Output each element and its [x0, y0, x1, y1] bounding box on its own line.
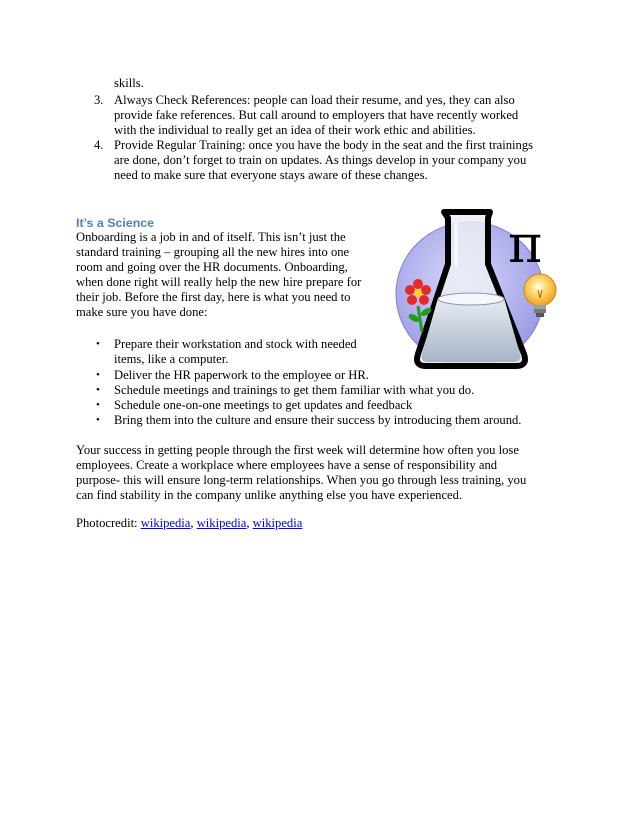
photocredit	[76, 516, 302, 531]
intro-line-5: their job. Before the first day, here is what you need to	[76, 290, 351, 304]
bullet-symbol: •	[96, 369, 100, 381]
list-number-4: 4.	[94, 138, 104, 152]
bullet-symbol: •	[96, 384, 100, 396]
photocredit-separator: ,	[190, 516, 197, 530]
list-item-4-line-2: are done, don’t forget to train on updates. As things develop in your company you	[114, 153, 527, 167]
closing-line-2: employees. Create a workplace where employees have a sense of responsibility and	[76, 458, 498, 472]
bullet-symbol: •	[96, 414, 100, 426]
photocredit-link-2[interactable]: wikipedia	[196, 516, 247, 530]
bullet-4: Schedule one-on-one meetings to get updates and feedback	[114, 398, 413, 412]
bullet-2: Deliver the HR paperwork to the employee or HR.	[114, 368, 369, 382]
science-flask-illustration	[392, 206, 560, 374]
bullet-1-line-1: Prepare their workstation and stock with needed	[114, 337, 357, 351]
photocredit-separator: ,	[246, 516, 253, 530]
photocredit-link-1[interactable]: wikipedia	[140, 516, 191, 530]
photocredit-label: Photocredit:	[76, 516, 141, 530]
intro-line-2: standard training – grouping all the new hires into one	[76, 245, 350, 259]
intro-line-6: make sure you have done:	[76, 305, 208, 319]
bullet-symbol: •	[96, 399, 100, 411]
list-item-4-line-3: need to make sure that everyone stays aware of these changes.	[114, 168, 428, 182]
intro-line-3: room and going over the HR documents. Onboarding,	[76, 260, 348, 274]
intro-line-4: when done right will really help the new hire prepare for	[76, 275, 362, 289]
bullet-3: Schedule meetings and trainings to get them familiar with what you do.	[114, 383, 475, 397]
list-item-3-line-1: Always Check References: people can load their resume, and yes, they can also	[114, 93, 515, 107]
list-number-3: 3.	[94, 93, 104, 107]
closing-line-4: can find stability in the company unlike anything else you have experienced.	[76, 488, 463, 502]
bullet-5: Bring them into the culture and ensure their success by introducing them around.	[114, 413, 522, 427]
bullet-1-line-2: items, like a computer.	[114, 352, 229, 366]
list-item-4-line-1: Provide Regular Training: once you have the body in the seat and the first trainings	[114, 138, 534, 152]
closing-line-1: Your success in getting people through the first week will determine how often you lose	[76, 443, 519, 457]
photocredit-link-3[interactable]: wikipedia	[252, 516, 303, 530]
list-item-3-line-3: with the individual to really get an idea of their work ethic and abilities.	[114, 123, 476, 137]
bullet-symbol: •	[96, 338, 100, 350]
intro-line-1: Onboarding is a job in and of itself. This isn’t just the	[76, 230, 346, 244]
list-continuation: skills.	[114, 76, 144, 90]
pi-symbol-icon: π	[508, 215, 543, 275]
section-heading: It’s a Science	[76, 216, 155, 230]
list-item-3-line-2: provide fake references. But call around to employers that have recently worked	[114, 108, 519, 122]
closing-line-3: purpose- this will ensure long-term relationships. When you go through less training, you	[76, 473, 527, 487]
